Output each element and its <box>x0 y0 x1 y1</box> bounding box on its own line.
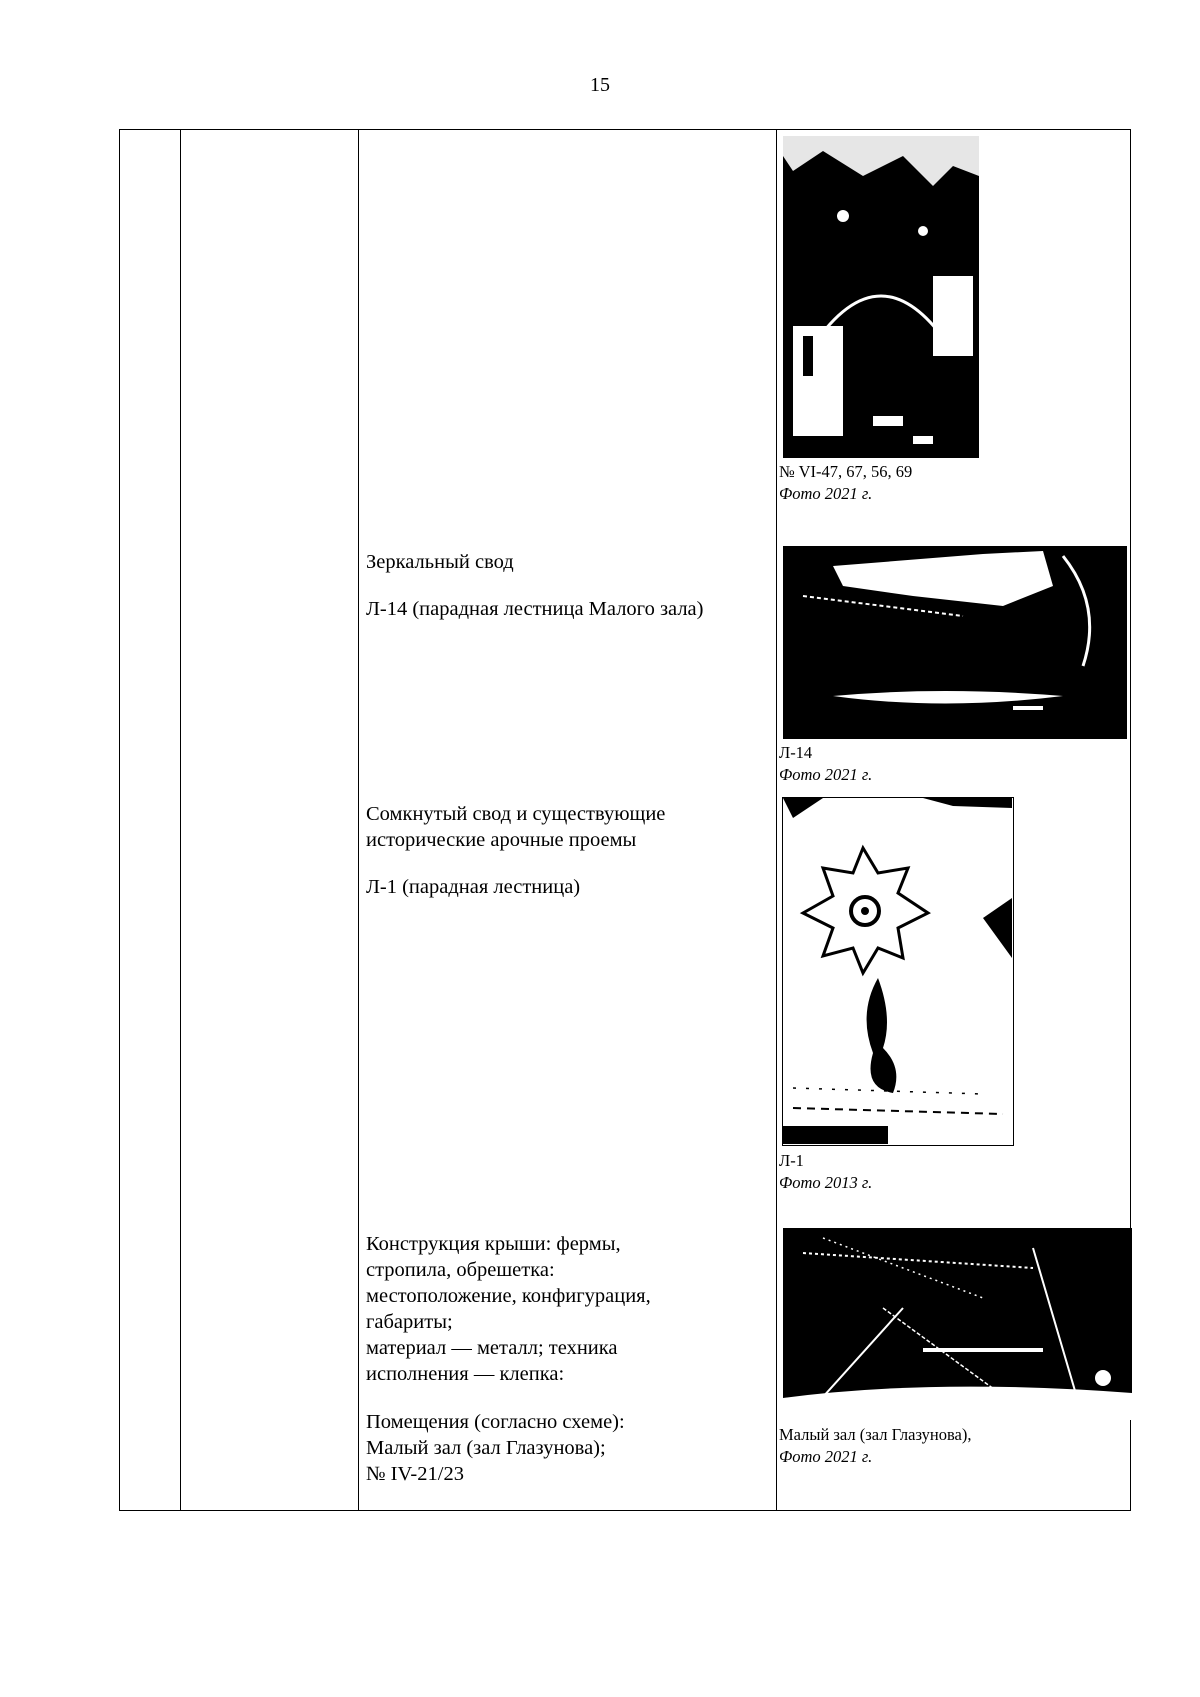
photo-number: Л-1 <box>779 1151 804 1170</box>
photo-number: № VI-47, 67, 56, 69 <box>779 462 913 481</box>
rooms-line: № IV-21/23 <box>366 1463 464 1485</box>
roof-trusses-image <box>783 1228 1132 1420</box>
vaulted-corridor-image <box>783 136 979 458</box>
column-divider <box>358 130 359 1510</box>
row-description <box>366 549 776 622</box>
column-divider <box>776 130 777 1510</box>
photo-number: Л-14 <box>779 743 813 762</box>
photo-caption <box>779 1150 872 1194</box>
photo-roof-trusses <box>783 1228 1132 1420</box>
closed-vault-image <box>783 798 1012 1144</box>
description-line: материал — металл; техника <box>366 1337 618 1359</box>
photo-number: Малый зал (зал Глазунова), <box>779 1425 972 1444</box>
photo-closed-vault <box>782 797 1014 1146</box>
description-line: Конструкция крыши: фермы, <box>366 1233 621 1255</box>
photo-date: Фото 2013 г. <box>779 1173 873 1192</box>
page-number: 15 <box>590 74 610 96</box>
element-title: Зеркальный свод <box>366 551 514 573</box>
description-line: стропила, обрешетка: <box>366 1259 555 1281</box>
mirror-vault-image <box>783 546 1127 739</box>
photo-vaulted-corridor <box>783 136 979 458</box>
description-line: исполнения — клепка: <box>366 1363 565 1385</box>
room-location: Л-14 (парадная лестница Малого зала) <box>366 598 704 620</box>
photo-caption <box>779 461 912 505</box>
room-location: Л-1 (парадная лестница) <box>366 876 581 898</box>
element-title-line: Сомкнутый свод и существующие <box>366 803 666 825</box>
rooms-line: Помещения (согласно схеме): <box>366 1411 625 1433</box>
element-title-line: исторические арочные проемы <box>366 829 637 851</box>
photo-caption <box>779 1424 971 1468</box>
rooms-line: Малый зал (зал Глазунова); <box>366 1437 606 1459</box>
photo-caption <box>779 742 872 786</box>
photo-date: Фото 2021 г. <box>779 484 873 503</box>
photo-mirror-vault <box>783 546 1127 739</box>
photo-date: Фото 2021 г. <box>779 1447 873 1466</box>
row-description <box>366 801 776 900</box>
column-divider <box>180 130 181 1510</box>
row-description <box>366 1231 776 1487</box>
description-line: габариты; <box>366 1311 453 1333</box>
description-line: местоположение, конфигурация, <box>366 1285 651 1307</box>
photo-date: Фото 2021 г. <box>779 765 873 784</box>
